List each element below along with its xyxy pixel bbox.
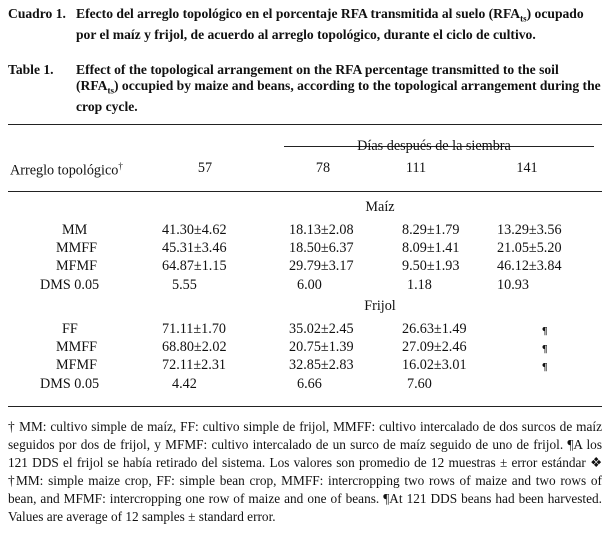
table-cell: 68.80±2.02 <box>162 339 227 355</box>
row-header <box>10 158 123 180</box>
caption-spanish-text-a: Efecto del arreglo topológico en el porcentaje RFA transmitida al suelo (RFA <box>76 6 521 21</box>
table-cell: 26.63±1.49 <box>402 321 467 337</box>
table-cell: 46.12±3.84 <box>497 258 562 274</box>
table-cell: 32.85±2.83 <box>289 357 354 373</box>
section-maiz: Maíz <box>365 199 395 215</box>
table-cell: 6.66 <box>297 376 322 392</box>
table-cell: 27.09±2.46 <box>402 339 467 355</box>
caption-english-text-a: Effect of the topological arrangement on the RFA percentage transmitted to the soil (RFA <box>76 62 559 93</box>
table-cell: 7.60 <box>407 376 432 392</box>
table-cell: 8.29±1.79 <box>402 222 460 238</box>
col-header-78: 78 <box>315 160 331 176</box>
section-frijol: Frijol <box>364 298 396 314</box>
table-cell: 16.02±3.01 <box>402 357 467 373</box>
table-cell: 4.42 <box>172 376 197 392</box>
row-label: MMFF <box>56 339 98 355</box>
spanner-header: Días después de la siembra <box>357 138 511 154</box>
table-cell: ¶ <box>542 362 548 373</box>
table-footnote: † MM: cultivo simple de maíz, FF: cultivo simple de frijol, MMFF: cultivo intercalado de dos surcos de maíz seguidos por dos de frijol, y MFMF: cultivo intercalado de un surco de maíz seguido de uno de frijol. ¶A los 121 DDS el frijol se había retirado del sistema. Los valores son promedio de 12 muestras ± error estándar ❖ †MM: simple maize crop, FF: simple bean crop, MMFF: intercropping two rows of maize and two rows of bean, and MFMF: intercropping one row of maize and one of beans. ¶At 121 DDS beans had been harvested. Values are average of 12 samples ± standard error. <box>8 419 602 524</box>
table-cell: 45.31±3.46 <box>162 240 227 256</box>
caption-english-text <box>76 62 602 115</box>
caption-spanish-label: Cuadro 1. <box>8 6 66 21</box>
table-cell: 18.50±6.37 <box>289 240 354 256</box>
row-label: FF <box>62 321 78 337</box>
caption-english-label: Table 1. <box>8 62 54 77</box>
caption-spanish-text-b: ) ocupado por el maíz y frijol, de acuerdo al arreglo topológico, durante el ciclo de cultivo. <box>76 6 584 42</box>
table-cell: ¶ <box>542 326 548 337</box>
col-header-57: 57 <box>197 160 213 176</box>
table-cell: 29.79±3.17 <box>289 258 354 274</box>
table-cell: 10.93 <box>497 277 529 293</box>
table-cell: 41.30±4.62 <box>162 222 227 238</box>
caption-spanish-text <box>76 6 602 43</box>
table-cell: 9.50±1.93 <box>402 258 460 274</box>
table-cell: 20.75±1.39 <box>289 339 354 355</box>
col-header-111: 111 <box>405 160 427 176</box>
row-header-text: Arreglo topológico <box>10 162 119 179</box>
row-label: MFMF <box>56 357 98 373</box>
row-label: MMFF <box>56 240 98 256</box>
row-label: DMS 0.05 <box>40 277 100 293</box>
table-cell: 13.29±3.56 <box>497 222 562 238</box>
row-label: MM <box>62 222 88 238</box>
table-cell: 64.87±1.15 <box>162 258 227 274</box>
table-cell: 21.05±5.20 <box>497 240 562 256</box>
caption-spanish <box>8 6 602 54</box>
caption-spanish-sub: ts <box>520 13 527 24</box>
row-header-mark: † <box>118 161 123 171</box>
table-cell: 71.11±1.70 <box>162 321 227 337</box>
table-cell: ¶ <box>542 344 548 355</box>
caption-english <box>8 62 602 114</box>
row-label: MFMF <box>56 258 98 274</box>
table-cell: 18.13±2.08 <box>289 222 354 238</box>
row-label: DMS 0.05 <box>40 376 100 392</box>
header-bottom-rule <box>8 191 602 192</box>
table-top-rule <box>8 124 602 125</box>
caption-english-sub: ts <box>107 85 114 96</box>
table-cell: 8.09±1.41 <box>402 240 460 256</box>
table-cell: 1.18 <box>407 277 432 293</box>
table-cell: 35.02±2.45 <box>289 321 354 337</box>
col-header-141: 141 <box>516 160 538 176</box>
table-bottom-rule <box>8 406 602 407</box>
caption-english-text-b: ) occupied by maize and beans, according to the topological arrangement during the crop cycle. <box>76 78 601 114</box>
table-cell: 5.55 <box>172 277 197 293</box>
table-cell: 6.00 <box>297 277 322 293</box>
table-cell: 72.11±2.31 <box>162 357 227 373</box>
